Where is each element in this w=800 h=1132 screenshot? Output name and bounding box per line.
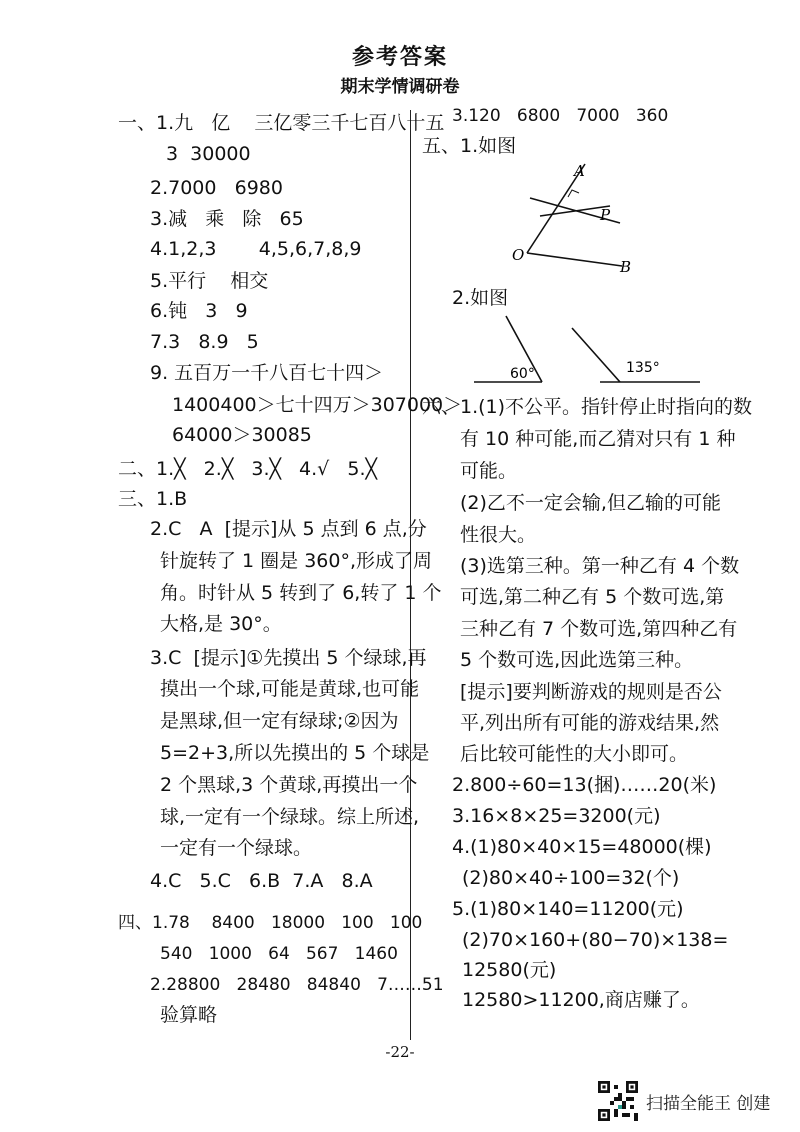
answer-line: (3)选第三种。第一种乙有 4 个数 — [460, 555, 740, 577]
answer-line: 可选,第二种乙有 5 个数可选,第 — [460, 586, 725, 608]
figure-angles — [470, 312, 710, 387]
answer-line: 是黑球,但一定有绿球;②因为 — [160, 710, 399, 732]
answer-line: 可能。 — [460, 460, 518, 482]
answer-line: 1400400＞七十四万＞307000＞ — [172, 394, 463, 416]
answer-line: 球,一定有一个绿球。综上所述, — [160, 806, 420, 828]
answer-line: (2)70×160+(80−70)×138= — [462, 929, 729, 951]
answer-line: 5.平行 相交 — [150, 270, 269, 292]
answer-line: 三、1.B — [118, 488, 188, 510]
column-divider — [410, 110, 411, 1040]
angle2-label: 135° — [626, 360, 660, 376]
answer-line: 4.(1)80×40×15=48000(棵) — [452, 836, 712, 858]
answer-line: 角。时针从 5 转到了 6,转了 1 个 — [160, 582, 442, 604]
answer-line: 一、1.九 亿 三亿零三千七百八十五 — [118, 112, 445, 134]
figure-perpendicular-lines — [510, 158, 640, 278]
answer-line: 摸出一个球,可能是黄球,也可能 — [160, 678, 420, 700]
answer-line: 2.7000 6980 — [150, 177, 283, 199]
answer-line: 7.3 8.9 5 — [150, 331, 259, 353]
watermark-text: 扫描全能王 创建 — [646, 1093, 771, 1114]
answer-line: 12580>11200,商店赚了。 — [462, 989, 700, 1011]
answer-line: 5.(1)80×140=11200(元) — [452, 898, 684, 920]
answer-line: 六、1.(1)不公平。指针停止时指向的数 — [422, 396, 753, 418]
right-angle-mark — [568, 190, 579, 197]
answer-line: 五、1.如图 — [422, 135, 517, 157]
answer-line: 性很大。 — [460, 524, 537, 546]
answer-line: 二、1.╳ 2.╳ 3.╳ 4.√ 5.╳ — [118, 458, 377, 480]
answer-line: 3.减 乘 除 65 — [150, 208, 304, 230]
scanner-watermark — [598, 1081, 770, 1121]
angle2-ray — [572, 328, 620, 382]
qr-code-icon — [598, 1081, 638, 1121]
answer-line: 4.C 5.C 6.B 7.A 8.A — [150, 870, 373, 892]
point-b-label: B — [620, 258, 632, 276]
answer-line: 3.C [提示]①先摸出 5 个绿球,再 — [150, 647, 427, 669]
answer-line: 3.120 6800 7000 360 — [452, 106, 669, 126]
answer-line: 4.1,2,3 4,5,6,7,8,9 — [150, 238, 362, 260]
answer-line: 2 个黑球,3 个黄球,再摸出一个 — [160, 774, 418, 796]
answer-line: 3 30000 — [166, 143, 251, 165]
answer-line: 针旋转了 1 圈是 360°,形成了周 — [160, 550, 433, 572]
answer-line: 9. 五百万一千八百七十四＞ — [150, 362, 384, 384]
answer-line: 2.如图 — [452, 287, 509, 309]
answer-line: 540 1000 64 567 1460 — [160, 944, 398, 964]
answer-line: 有 10 种可能,而乙猜对只有 1 种 — [460, 428, 736, 450]
ray-ob — [527, 253, 622, 266]
answer-line: 2.28800 28480 84840 7……51 — [150, 975, 444, 995]
answer-line: 5 个数可选,因此选第三种。 — [460, 649, 694, 671]
answer-line: 后比较可能性的大小即可。 — [460, 743, 689, 765]
answer-line: 2.800÷60=13(捆)……20(米) — [452, 774, 717, 796]
answer-line: 64000＞30085 — [172, 424, 312, 446]
answer-line: 一定有一个绿球。 — [160, 837, 313, 859]
page-title: 参考答案 — [351, 45, 448, 70]
answer-line: 2.C A [提示]从 5 点到 6 点,分 — [150, 518, 427, 540]
angle1-label: 60° — [510, 366, 535, 382]
point-a-label: A — [574, 162, 585, 180]
answer-line: (2)乙不一定会输,但乙输的可能 — [460, 492, 721, 514]
answer-line: 平,列出所有可能的游戏结果,然 — [460, 712, 720, 734]
answer-line: [提示]要判断游戏的规则是否公 — [460, 681, 722, 703]
answer-line: 12580(元) — [462, 959, 557, 981]
answer-line: (2)80×40÷100=32(个) — [462, 867, 680, 889]
point-o-label: O — [512, 246, 525, 264]
answer-line: 5=2+3,所以先摸出的 5 个球是 — [160, 742, 430, 764]
answer-line: 6.钝 3 9 — [150, 300, 248, 322]
point-p-label: P — [600, 206, 611, 224]
answer-line: 四、1.78 8400 18000 100 100 — [118, 913, 423, 933]
answer-line: 3.16×8×25=3200(元) — [452, 805, 661, 827]
answer-line: 三种乙有 7 个数可选,第四种乙有 — [460, 618, 738, 640]
page-subtitle: 期末学情调研卷 — [340, 77, 460, 97]
page-number: -22- — [385, 1043, 415, 1061]
answer-line: 大格,是 30°。 — [160, 613, 282, 635]
answer-line: 验算略 — [160, 1004, 218, 1026]
